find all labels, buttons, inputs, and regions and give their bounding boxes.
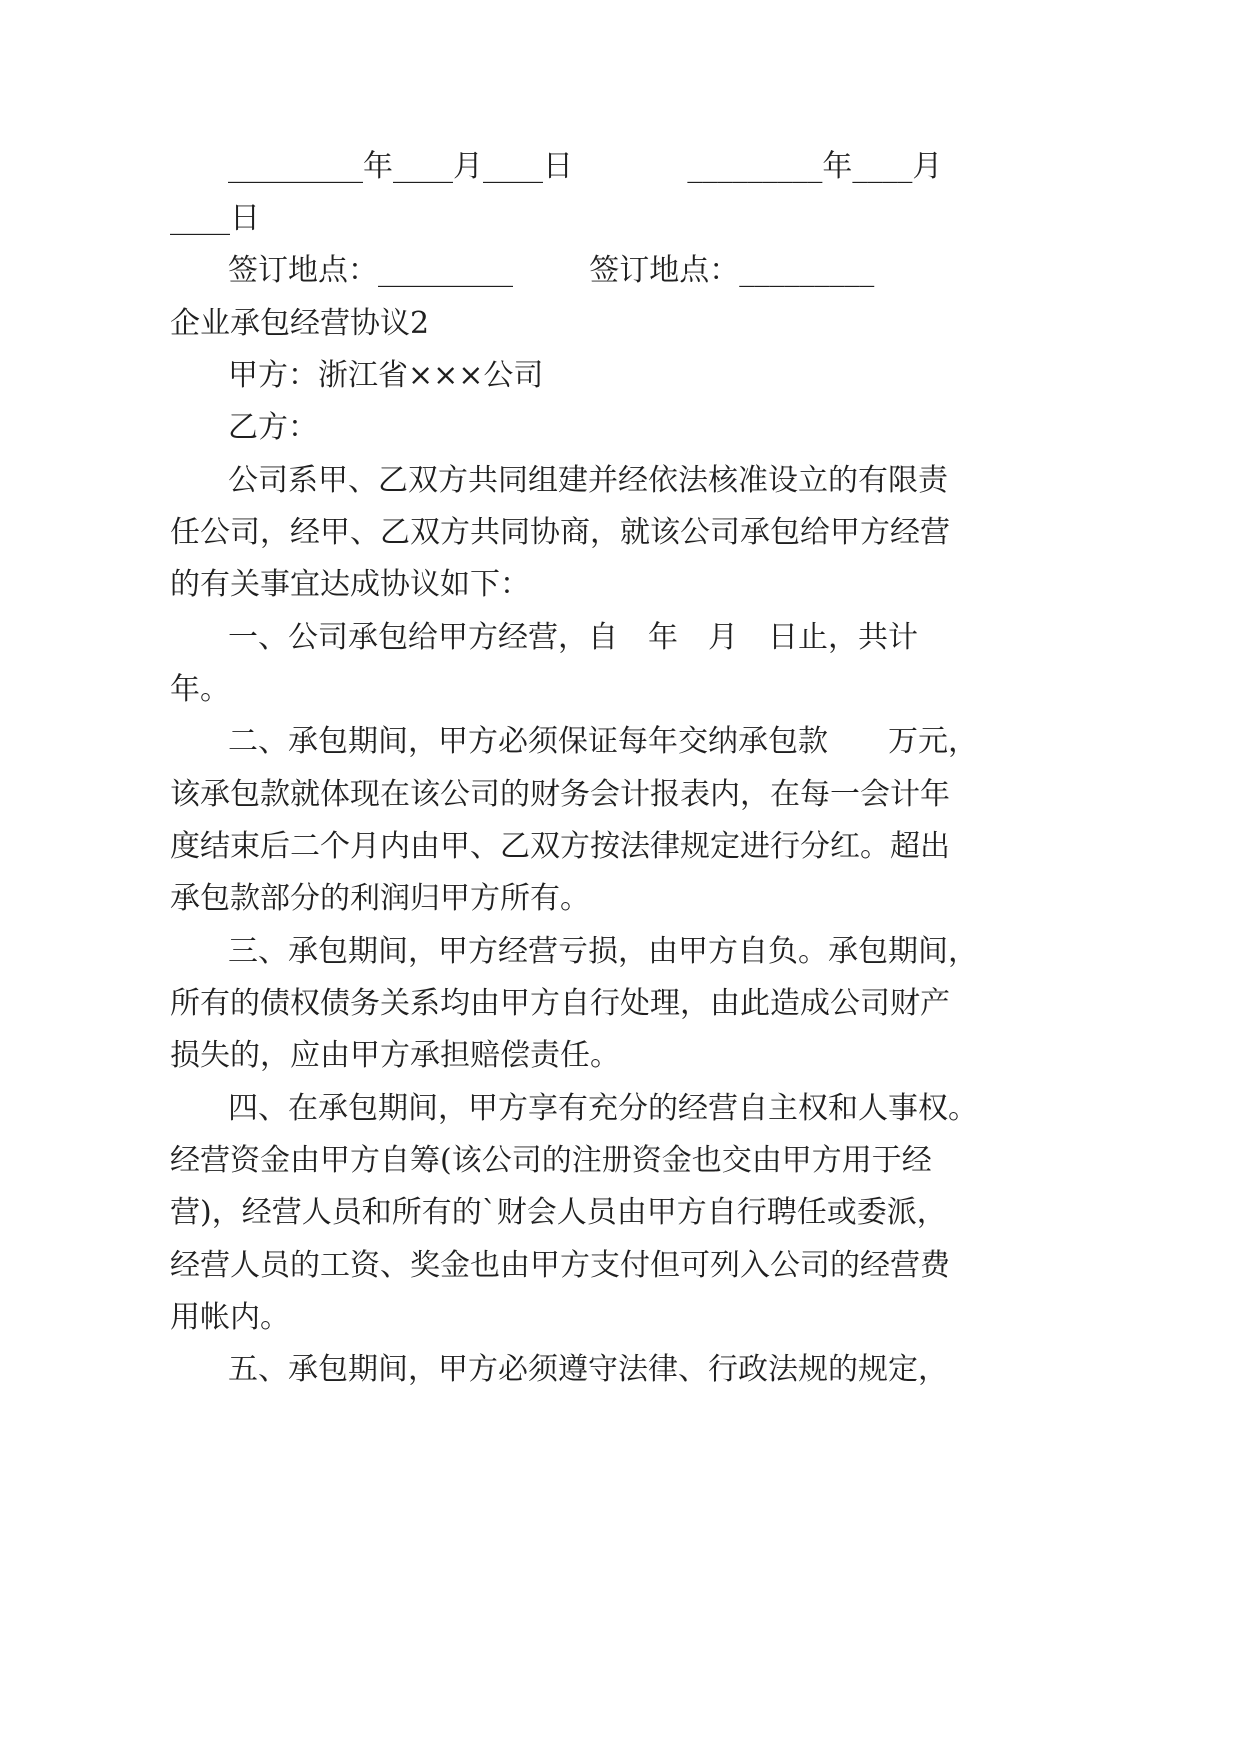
clause-1-line: 一、公司承包给甲方经营，自 年 月 日止，共计: [228, 620, 918, 655]
clause-4-line: 四、在承包期间，甲方享有充分的经营自主权和人事权。: [228, 1091, 978, 1126]
clause-4-line: 用帐内。: [170, 1300, 290, 1335]
date-line: _________年____月____日 _________年____月: [228, 149, 943, 184]
clause-2-line: 该承包款就体现在该公司的财务会计报表内，在每一会计年: [170, 777, 950, 812]
intro-line: 任公司，经甲、乙双方共同协商，就该公司承包给甲方经营: [170, 515, 950, 550]
signing-place-line: 签订地点：_________ 签订地点：_________: [228, 253, 875, 288]
party-a-line: 甲方：浙江省×××公司: [228, 358, 544, 393]
clause-4-line: 营)，经营人员和所有的`财会人员由甲方自行聘任或委派，: [170, 1195, 947, 1230]
clause-2-line: 度结束后二个月内由甲、乙双方按法律规定进行分红。超出: [170, 829, 950, 864]
clause-3-line: 损失的，应由甲方承担赔偿责任。: [170, 1038, 620, 1073]
clause-3-line: 三、承包期间，甲方经营亏损，由甲方自负。承包期间，: [228, 934, 978, 969]
party-b-line: 乙方：: [228, 410, 318, 445]
intro-line: 公司系甲、乙双方共同组建并经依法核准设立的有限责: [228, 463, 948, 498]
clause-5-line: 五、承包期间，甲方必须遵守法律、行政法规的规定，: [228, 1352, 948, 1387]
clause-2-line: 承包款部分的利润归甲方所有。: [170, 881, 590, 916]
intro-line: 的有关事宜达成协议如下：: [170, 567, 530, 602]
clause-1-line: 年。: [170, 672, 230, 707]
clause-4-line: 经营人员的工资、奖金也由甲方支付但可列入公司的经营费: [170, 1248, 950, 1283]
clause-4-line: 经营资金由甲方自筹(该公司的注册资金也交由甲方用于经: [170, 1143, 932, 1178]
clause-2-line: 二、承包期间，甲方必须保证每年交纳承包款 万元，: [228, 724, 978, 759]
date-line-continuation: ____日: [170, 201, 260, 236]
section-title: 企业承包经营协议2: [170, 306, 430, 341]
clause-3-line: 所有的债权债务关系均由甲方自行处理，由此造成公司财产: [170, 986, 950, 1021]
